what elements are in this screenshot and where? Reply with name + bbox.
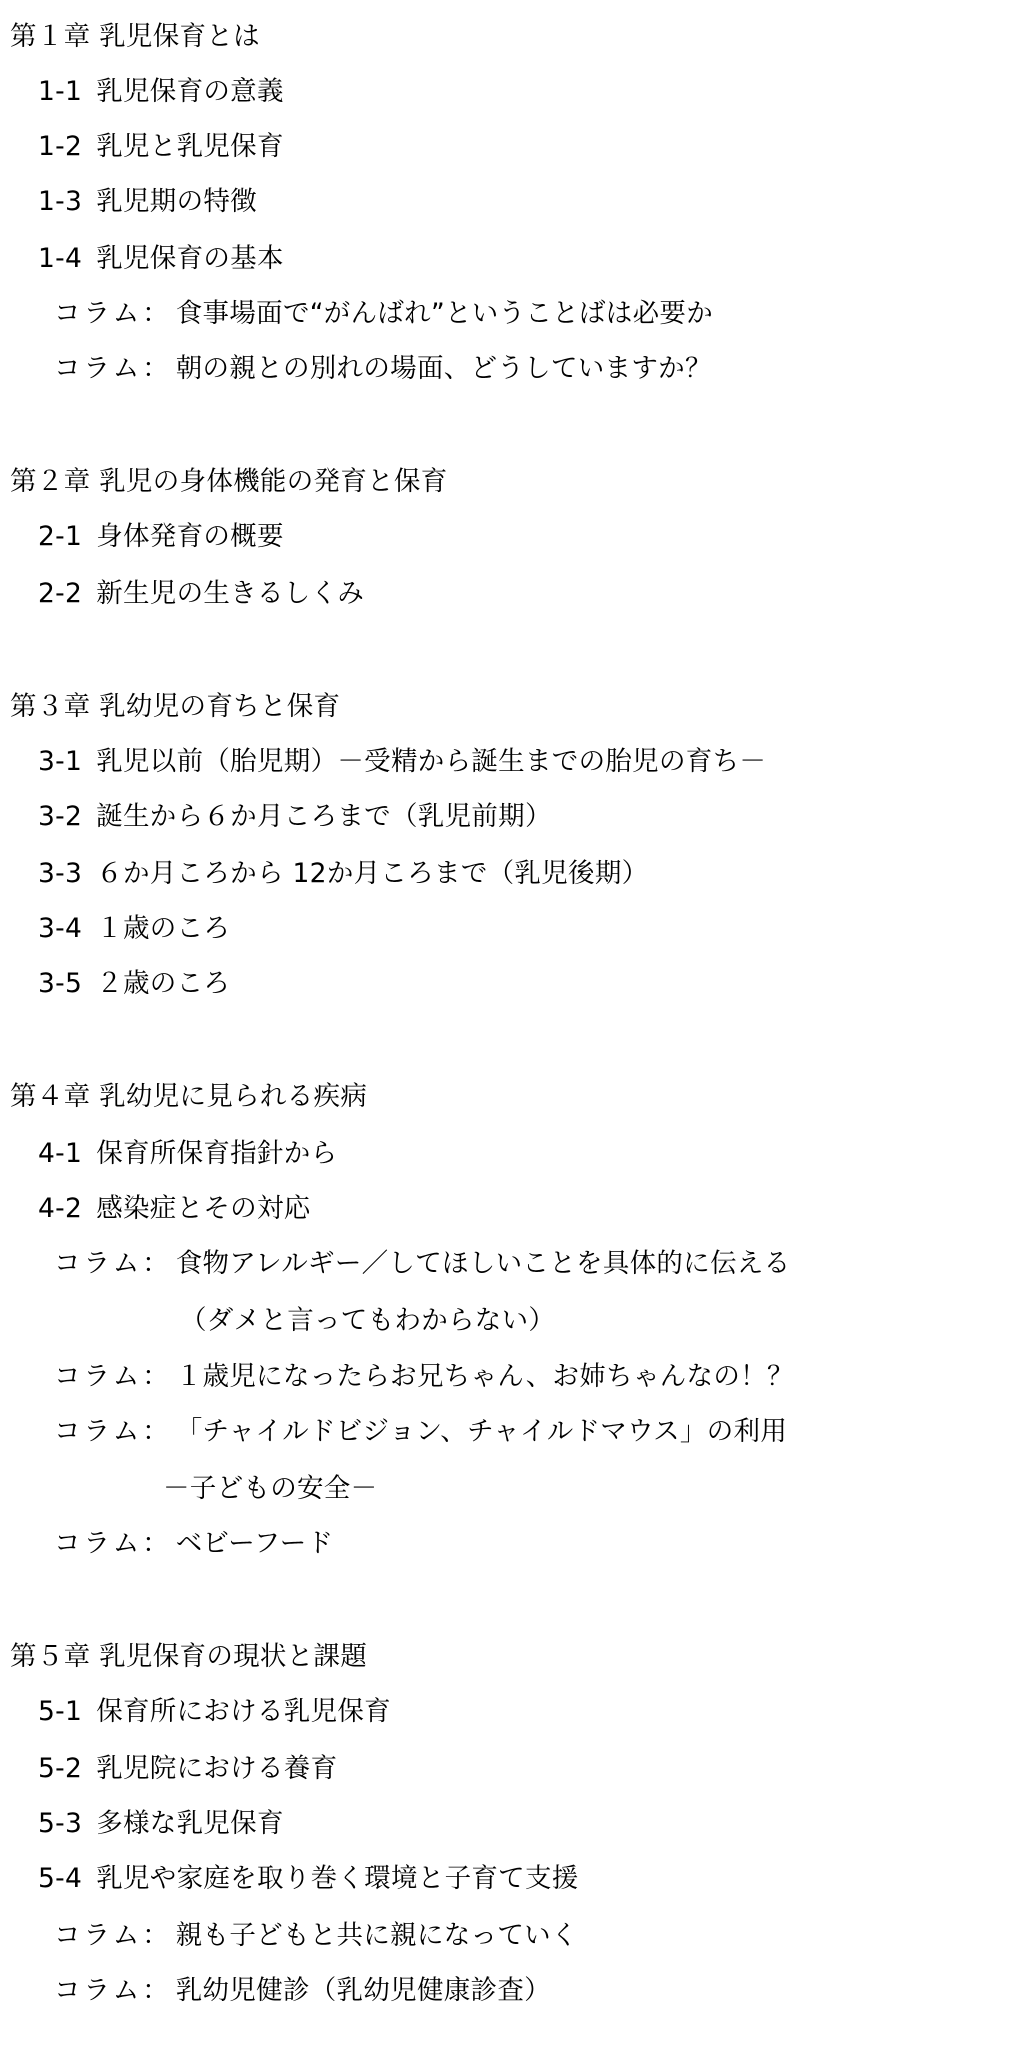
column-label: コラム： [54,1528,172,1559]
section-number: 1-1 [38,76,83,107]
column-5-2 [54,1974,551,2008]
section-title: 乳児以前（胎児期）－受精から誕生までの胎児の育ち－ [96,746,767,777]
section-number: 3-2 [38,801,83,832]
column-label: コラム： [54,298,172,329]
section-number: 1-4 [38,243,83,274]
column-4-1-continuation: （ダメと言ってもわからない） [180,1305,556,1336]
column-label: コラム： [54,1361,172,1392]
column-title: 「チャイルドビジョン、チャイルドマウス」の利用 [175,1416,788,1447]
column-1-1 [54,297,713,331]
section-title: ６か月ころから 12か月ころまで（乳児後期） [96,858,649,889]
chapter-2-heading: 第２章 乳児の身体機能の発育と保育 [10,466,448,497]
chapter-3-heading: 第３章 乳幼児の育ちと保育 [10,691,341,722]
section-number: 5-4 [38,1863,83,1894]
section-number: 3-3 [38,858,83,889]
section-number: 4-1 [38,1138,83,1169]
section-number: 3-1 [38,746,83,777]
section-title: 乳児期の特徴 [96,186,257,217]
section-1-2 [38,130,284,164]
section-number: 5-1 [38,1696,83,1727]
column-5-1 [54,1919,578,1953]
column-1-2 [54,352,712,386]
column-label: コラム： [54,1248,172,1279]
section-number: 2-1 [38,521,83,552]
column-4-1 [54,1247,790,1281]
section-title: 誕生から６か月ころまで（乳児前期） [96,801,552,832]
section-number: 5-2 [38,1753,83,1784]
section-title: 保育所保育指針から [96,1138,338,1169]
section-1-3 [38,185,257,219]
section-title: 感染症とその対応 [96,1193,311,1224]
section-5-1 [38,1695,391,1729]
section-number: 1-3 [38,186,83,217]
section-title: １歳のころ [96,913,231,944]
chapter-1-heading: 第１章 乳児保育とは [10,21,260,52]
section-number: 2-2 [38,578,83,609]
column-title: １歳児になったらお兄ちゃん、お姉ちゃんなの！？ [175,1361,794,1392]
section-title: 多様な乳児保育 [96,1808,284,1839]
column-label: コラム： [54,1975,172,2006]
section-title: 乳児院における養育 [96,1753,338,1784]
section-5-3 [38,1807,284,1841]
section-title: ２歳のころ [96,968,231,999]
column-label: コラム： [54,353,172,384]
chapter-5-heading: 第５章 乳児保育の現状と課題 [10,1641,368,1672]
section-1-4 [38,242,284,276]
column-4-3 [54,1415,787,1449]
column-title: 乳幼児健診（乳幼児健康診査） [175,1975,551,2006]
section-title: 身体発育の概要 [96,521,284,552]
section-number: 1-2 [38,131,83,162]
column-4-2 [54,1360,794,1394]
section-number: 4-2 [38,1193,83,1224]
section-number: 3-5 [38,968,83,999]
section-5-4 [38,1862,579,1896]
section-title: 乳児や家庭を取り巻く環境と子育て支援 [96,1863,579,1894]
section-1-1 [38,75,284,109]
section-title: 乳児保育の意義 [96,76,284,107]
section-5-2 [38,1752,337,1786]
section-3-5 [38,967,230,1001]
section-number: 3-4 [38,913,83,944]
column-title: 親も子どもと共に親になっていく [175,1920,578,1951]
section-4-2 [38,1192,311,1226]
section-title: 乳児保育の基本 [96,243,284,274]
section-3-1 [38,745,766,779]
section-number: 5-3 [38,1808,83,1839]
section-title: 保育所における乳児保育 [96,1696,391,1727]
chapter-4-heading: 第４章 乳幼児に見られる疾病 [10,1081,368,1112]
column-title: 食事場面で“がんばれ”ということばは必要か [175,298,714,329]
section-3-3 [38,857,648,891]
column-title: 朝の親との別れの場面、どうしていますか？ [175,353,712,384]
column-label: コラム： [54,1920,172,1951]
column-title: ベビーフード [175,1528,334,1559]
column-4-3-continuation: －子どもの安全－ [163,1473,378,1504]
section-title: 新生児の生きるしくみ [96,578,365,609]
section-4-1 [38,1137,337,1171]
section-2-1 [38,520,284,554]
column-label: コラム： [54,1416,172,1447]
section-title: 乳児と乳児保育 [96,131,284,162]
column-4-4 [54,1527,333,1561]
section-3-4 [38,912,230,946]
section-3-2 [38,800,552,834]
column-title: 食物アレルギー／してほしいことを具体的に伝える [175,1248,791,1279]
section-2-2 [38,577,364,611]
